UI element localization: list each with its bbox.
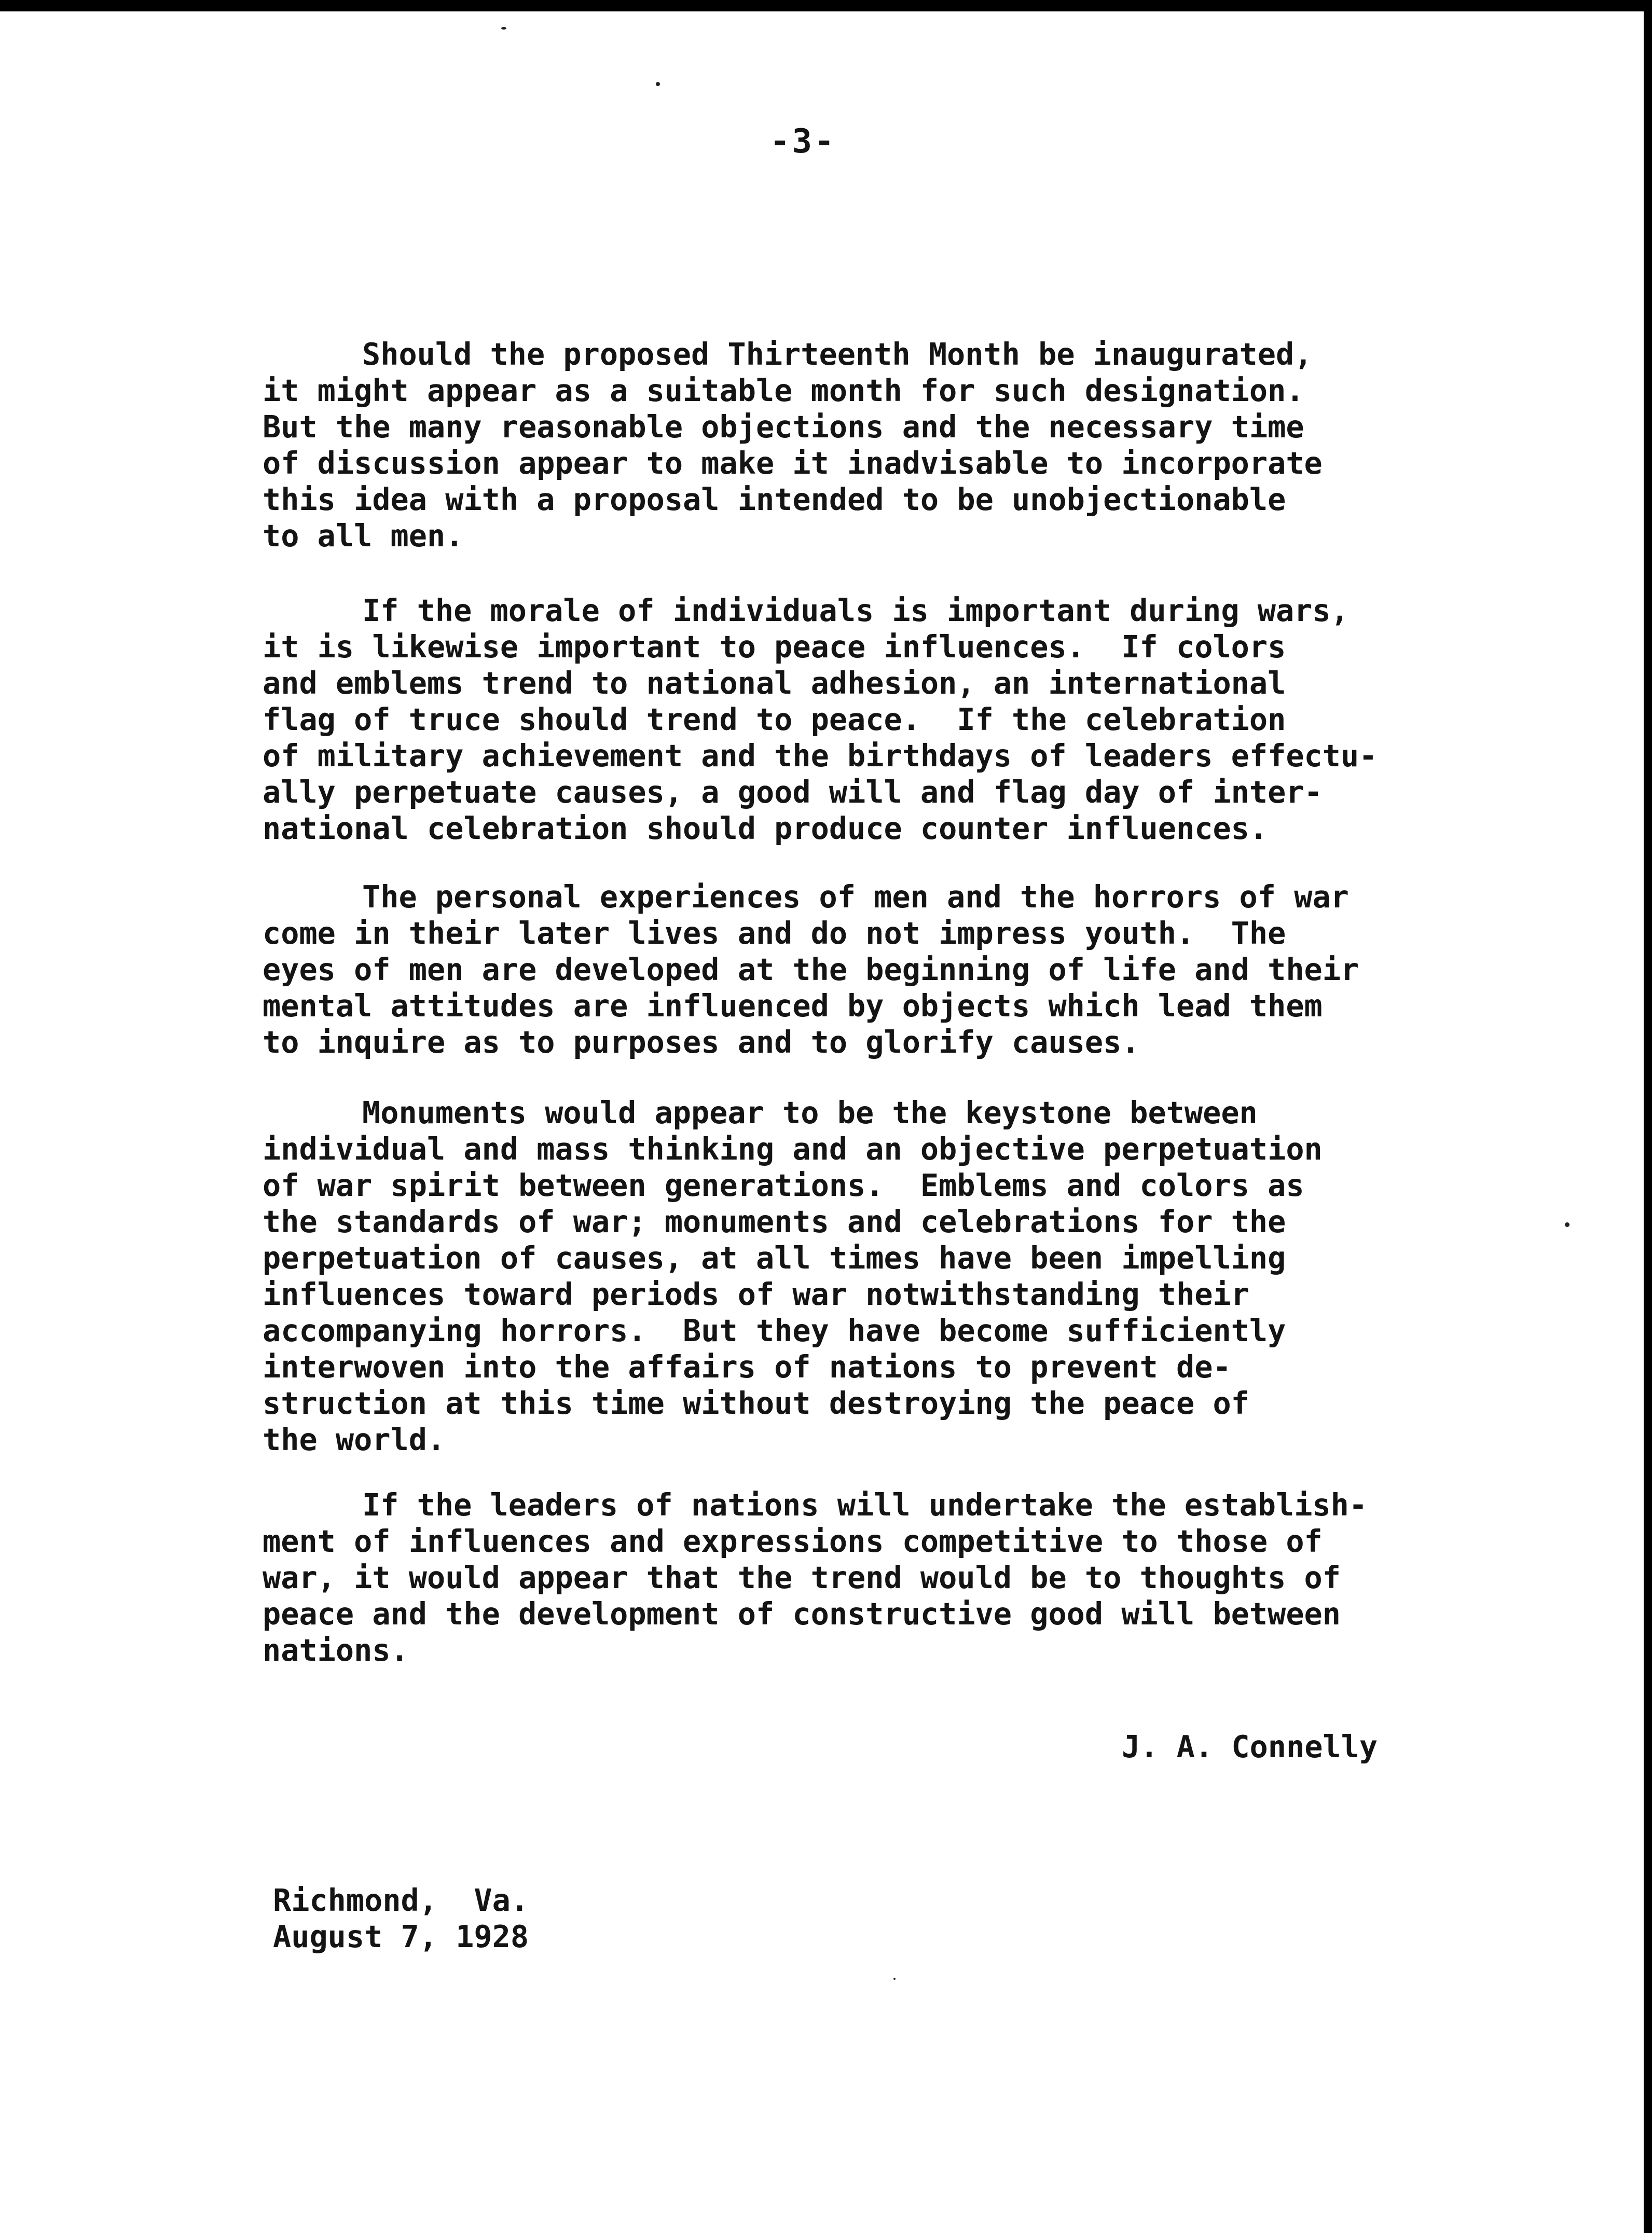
- scan-frame-top: [0, 0, 1652, 11]
- paragraph-line: If the leaders of nations will undertake the establish-: [362, 1487, 1368, 1523]
- paragraph-line: But the many reasonable objections and the necessary time: [263, 409, 1304, 445]
- paragraph-line: The personal experiences of men and the horrors of war: [362, 879, 1349, 915]
- paragraph-line: mental attitudes are influenced by objects which lead them: [263, 988, 1323, 1024]
- paragraph-line: of military achievement and the birthdays of leaders effectu-: [263, 738, 1378, 774]
- paragraph-line: war, it would appear that the trend would be to thoughts of: [263, 1560, 1341, 1595]
- signature: J. A. Connelly: [1122, 1729, 1378, 1765]
- paragraph-line: Monuments would appear to be the keystone between: [362, 1095, 1258, 1131]
- paragraph-2: [263, 592, 1497, 847]
- paragraph-line: peace and the development of constructive good will between: [263, 1596, 1341, 1632]
- scan-speck: [893, 1978, 896, 1980]
- paragraph-line: the standards of war; monuments and celebrations for the: [263, 1204, 1286, 1239]
- paragraph-line: perpetuation of causes, at all times have been impelling: [263, 1240, 1286, 1276]
- paragraph-line: Should the proposed Thirteenth Month be inaugurated,: [362, 337, 1313, 372]
- paragraph-line: ment of influences and expressions competitive to those of: [263, 1524, 1323, 1559]
- paragraph-line: nations.: [263, 1633, 409, 1668]
- paragraph-3: [263, 879, 1497, 1060]
- paragraph-line: this idea with a proposal intended to be unobjectionable: [263, 482, 1286, 517]
- paragraph-line: influences toward periods of war notwithstanding their: [263, 1277, 1249, 1312]
- paragraph-line: to inquire as to purposes and to glorify causes.: [263, 1025, 1140, 1060]
- paragraph-5: [263, 1487, 1497, 1669]
- paragraph-line: national celebration should produce counter influences.: [263, 811, 1268, 846]
- paragraph-line: individual and mass thinking and an objective perpetuation: [263, 1132, 1323, 1167]
- scan-speck: [1565, 1222, 1570, 1227]
- paragraph-line: interwoven into the affairs of nations to prevent de-: [263, 1349, 1231, 1385]
- paragraph-4: [263, 1095, 1497, 1458]
- scan-frame-right: [1644, 0, 1652, 2233]
- date: August 7, 1928: [273, 1919, 529, 1954]
- paragraph-line: to all men.: [263, 518, 464, 554]
- paragraph-line: of discussion appear to make it inadvisable to incorporate: [263, 446, 1323, 481]
- page-number: -3-: [770, 122, 836, 161]
- paragraph-line: eyes of men are developed at the beginning of life and their: [263, 952, 1359, 987]
- paragraph-line: come in their later lives and do not impress youth. The: [263, 916, 1286, 951]
- paragraph-line: the world.: [263, 1422, 446, 1457]
- paragraph-line: of war spirit between generations. Emblems and colors as: [263, 1168, 1304, 1203]
- paragraph-line: If the morale of individuals is important during wars,: [362, 593, 1349, 628]
- scan-speck: [501, 27, 506, 30]
- paragraph-line: flag of truce should trend to peace. If the celebration: [263, 702, 1286, 737]
- paragraph-line: it is likewise important to peace influences. If colors: [263, 629, 1286, 665]
- paragraph-1: [263, 336, 1497, 554]
- paragraph-line: accompanying horrors. But they have become sufficiently: [263, 1313, 1286, 1348]
- scan-speck: [656, 82, 660, 86]
- paragraph-line: and emblems trend to national adhesion, an international: [263, 666, 1286, 701]
- paragraph-line: struction at this time without destroying the peace of: [263, 1386, 1249, 1421]
- place: Richmond, Va.: [273, 1883, 529, 1918]
- paragraph-line: it might appear as a suitable month for such designation.: [263, 373, 1304, 408]
- paragraph-line: ally perpetuate causes, a good will and flag day of inter-: [263, 775, 1323, 810]
- place-date-block: [273, 1882, 529, 1955]
